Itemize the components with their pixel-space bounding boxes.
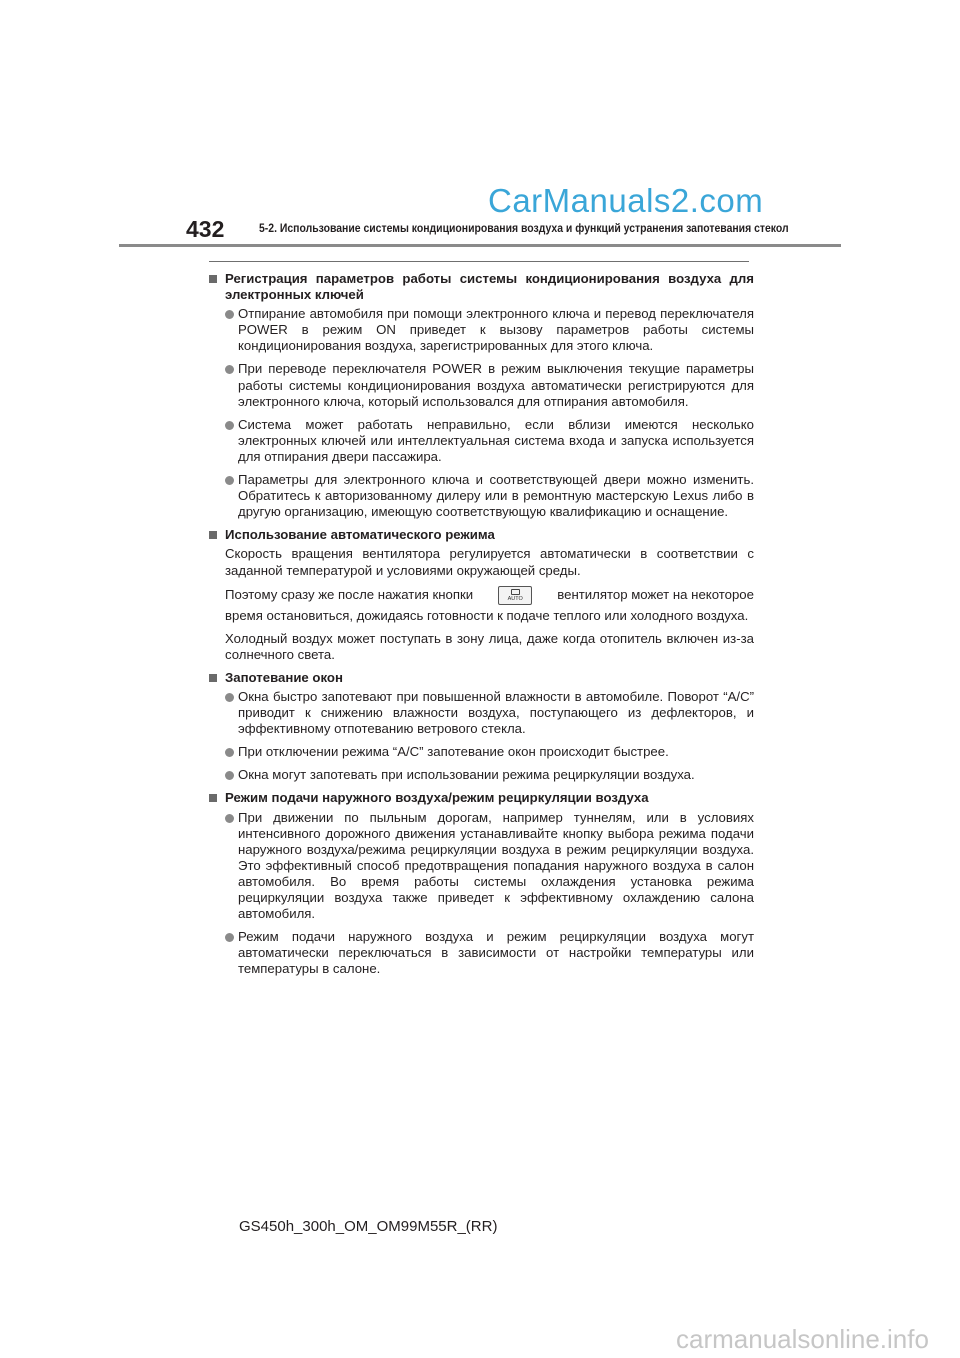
watermark-bottom: carmanualsonline.info	[676, 1324, 929, 1354]
circle-bullet-icon	[225, 310, 234, 319]
section-heading: 5-2. Использование системы кондиционирования воздуха и функций устранения запотевания стекол	[259, 222, 789, 235]
list-item	[209, 929, 754, 977]
page-number: 432	[186, 216, 225, 242]
square-bullet-icon	[209, 531, 217, 539]
section-heading-registration	[209, 271, 754, 303]
list-item	[209, 361, 754, 409]
heading-text: Регистрация параметров работы системы кондиционирования воздуха для электронных ключей	[225, 271, 754, 303]
paragraph-continuation: время остановиться, дожидаясь готовности к подаче теплого или холодного воздуха.	[225, 607, 749, 623]
circle-bullet-icon	[225, 748, 234, 757]
list-item	[209, 810, 754, 923]
paragraph-text-start: Поэтому сразу же после нажатия кнопки	[225, 587, 474, 603]
square-bullet-icon	[209, 674, 217, 682]
circle-bullet-icon	[225, 365, 234, 374]
paragraph-with-button	[209, 586, 754, 605]
circle-bullet-icon	[225, 476, 234, 485]
list-item-text: При движении по пыльным дорогам, например туннелям, или в условиях интенсивного дорожного движения устанавливайте кнопку выбора режима подачи наружного воздуха/режима рециркуляции воздуха в режим рециркуляции воздуха. Это эффективный способ предотвращения попадания наружного воздуха в салон автомобиля. Во время работы системы охлаждения установка режима рециркуляции воздуха также приведет к эффективному охлаждению салона автомобиля.	[238, 809, 754, 922]
list-item-text: Окна быстро запотевают при повышенной влажности в автомобиле. Поворот “A/C” приводит к снижению влажности воздуха, поступающего из дефлекторов, и эффективному отпотеванию ветрового стекла.	[238, 688, 754, 737]
list-item	[209, 744, 754, 760]
list-item-text: Отпирание автомобиля при помощи электронного ключа и перевод переключателя POWER в режим ON приведет к вызову параметров работы системы кондиционирования воздуха, зарегистрированных для этого ключа.	[238, 306, 754, 354]
list-item-text: При переводе переключателя POWER в режим выключения текущие параметры работы системы кондиционирования воздуха автоматически регистрируются для электронного ключа, который использовался для отпирания автомобиля.	[238, 361, 754, 409]
circle-bullet-icon	[225, 814, 234, 823]
paragraph-text-end: вентилятор может на некоторое	[557, 587, 754, 603]
list-item	[209, 689, 754, 737]
circle-bullet-icon	[225, 421, 234, 430]
heading-text: Запотевание окон	[225, 669, 343, 685]
section-heading-auto-mode	[209, 527, 754, 543]
circle-bullet-icon	[225, 933, 234, 942]
watermark-top: CarManuals2.com	[488, 182, 764, 219]
auto-button-label: AUTO	[507, 595, 523, 602]
list-item-text: Система может работать неправильно, если вблизи имеются несколько электронных ключей или интеллектуальная система входа и запуска используется для отпирания двери пассажира.	[238, 416, 754, 464]
section-heading-fogging	[209, 670, 754, 686]
document-code: GS450h_300h_OM_OM99M55R_(RR)	[239, 1218, 498, 1235]
page-content	[209, 268, 754, 984]
list-item-text: Режим подачи наружного воздуха и режим рециркуляции воздуха могут автоматически переключаться в зависимости от настройки температуры или температуры в салоне.	[238, 929, 754, 977]
circle-bullet-icon	[225, 693, 234, 702]
list-item	[209, 472, 754, 520]
square-bullet-icon	[209, 275, 217, 283]
auto-button-icon	[498, 586, 532, 605]
paragraph: Холодный воздух может поступать в зону лица, даже когда отопитель включен из-за солнечного света.	[225, 630, 754, 662]
list-item	[209, 306, 754, 354]
list-item-text: При отключении режима “A/C” запотевание окон происходит быстрее.	[238, 744, 669, 760]
circle-bullet-icon	[225, 771, 234, 780]
header-divider	[119, 244, 841, 247]
heading-text: Режим подачи наружного воздуха/режим рециркуляции воздуха	[225, 790, 649, 806]
list-item	[209, 417, 754, 465]
content-divider	[209, 261, 749, 262]
fan-icon	[511, 589, 520, 595]
heading-text: Использование автоматического режима	[225, 527, 495, 543]
list-item-text: Окна могут запотевать при использовании режима рециркуляции воздуха.	[238, 767, 695, 783]
section-heading-air-mode	[209, 790, 754, 806]
square-bullet-icon	[209, 794, 217, 802]
list-item	[209, 767, 754, 783]
list-item-text: Параметры для электронного ключа и соответствующей двери можно изменить. Обратитесь к авторизованному дилеру или в ремонтную мастерскую Lexus либо в другую организацию, имеющую соответствующую квалификацию и оснащение.	[238, 472, 754, 520]
paragraph: Скорость вращения вентилятора регулируется автоматически в соответствии с заданной температурой и условиями окружающей среды.	[225, 546, 754, 578]
